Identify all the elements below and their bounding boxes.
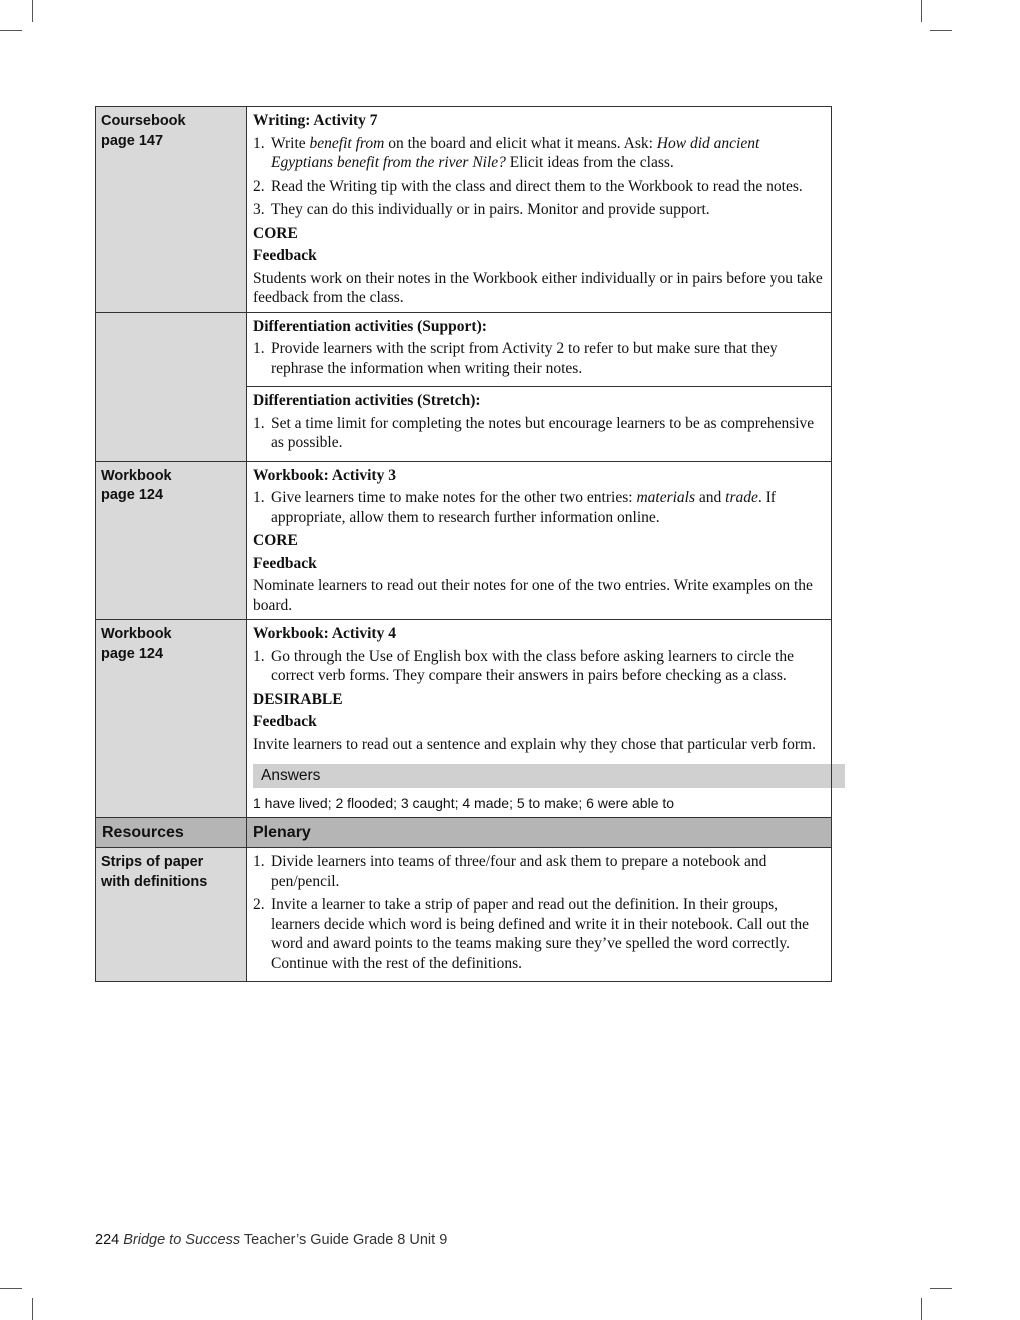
step-text: benefit from <box>309 134 385 152</box>
page-number: 224 <box>95 1232 120 1248</box>
step-text: Set a time limit for completing the notes but encourage learners to be as comprehensive as possible. <box>271 414 815 451</box>
crop-mark <box>921 0 922 22</box>
lesson-row <box>96 107 832 313</box>
crop-mark <box>930 30 952 31</box>
activity-cell <box>247 461 832 620</box>
step-item <box>253 647 825 686</box>
steps-list <box>253 414 825 453</box>
page-footer <box>95 1232 447 1248</box>
crop-mark <box>921 1298 922 1320</box>
step-text: on the board and elicit what it means. Ask: <box>384 134 657 152</box>
step-number: 1. <box>253 134 265 152</box>
resource-label: page 147 <box>101 132 164 149</box>
resource-label: page 124 <box>101 645 164 662</box>
step-item <box>253 852 825 891</box>
resource-label: Workbook <box>101 467 172 484</box>
feedback-text: Invite learners to read out a sentence and explain why they chose that particular verb form. <box>253 735 816 753</box>
resource-cell <box>96 848 247 982</box>
step-number: 3. <box>253 201 265 218</box>
activity-heading: Workbook: Activity 4 <box>253 625 396 642</box>
plenary-header: Plenary <box>247 818 832 848</box>
feedback-label: Feedback <box>253 247 317 264</box>
resource-label: Coursebook <box>101 113 186 129</box>
step-text: and <box>695 489 726 506</box>
step-text: How did ancient Egyptians benefit from the river Nile? <box>271 134 760 171</box>
steps-list <box>253 339 825 378</box>
activity-cell <box>247 620 832 818</box>
steps-list <box>253 647 825 686</box>
step-item <box>253 488 825 527</box>
step-number: 1. <box>253 853 265 870</box>
resource-label: page 124 <box>101 487 164 503</box>
crop-mark <box>0 1288 22 1289</box>
step-number: 2. <box>253 896 265 913</box>
footer-subtitle: Teacher’s Guide Grade 8 Unit 9 <box>240 1232 448 1248</box>
resource-label: with definitions <box>101 873 208 890</box>
step-text: trade <box>725 489 758 506</box>
activity-heading: Differentiation activities (Support): <box>253 317 487 335</box>
step-item <box>253 339 825 378</box>
step-item <box>253 134 825 173</box>
step-number: 1. <box>253 647 265 665</box>
step-item <box>253 177 825 197</box>
step-text: . If appropriate, allow them to research further information online. <box>271 489 776 526</box>
feedback-label: Feedback <box>253 554 317 572</box>
activity-heading: Differentiation activities (Stretch): <box>253 392 481 409</box>
resources-header: Resources <box>96 818 247 848</box>
level-label: DESIRABLE <box>253 690 343 708</box>
lesson-row <box>96 461 832 620</box>
feedback-text: Students work on their notes in the Workbook either individually or in pairs before you take feedback from the class. <box>253 269 823 306</box>
step-number: 1. <box>253 340 265 357</box>
steps-list <box>253 488 825 527</box>
step-text: Provide learners with the script from Activity 2 to refer to but make sure that they rephrase the information when writing their notes. <box>271 340 778 377</box>
step-item <box>253 414 825 453</box>
answers-text: 1 have lived; 2 flooded; 3 caught; 4 made; 5 to make; 6 were able to <box>253 795 675 811</box>
book-title: Bridge to Success <box>123 1232 241 1248</box>
lesson-plan-table <box>95 106 832 982</box>
step-text: Divide learners into teams of three/four and ask them to prepare a notebook and pen/pencil. <box>271 853 767 890</box>
feedback-text: Nominate learners to read out their notes for one of the two entries. Write examples on the board. <box>253 577 813 614</box>
activity-heading: Writing: Activity 7 <box>253 112 378 129</box>
crop-mark <box>32 1298 33 1320</box>
resource-label: Workbook <box>101 626 172 642</box>
resource-cell <box>96 107 247 313</box>
resource-label: Strips of paper <box>101 854 204 870</box>
steps-list <box>253 852 825 973</box>
step-text: materials <box>636 489 695 506</box>
resource-cell <box>96 461 247 620</box>
plenary-cell <box>247 848 832 982</box>
crop-mark <box>930 1288 952 1289</box>
answers-heading: Answers <box>253 764 845 788</box>
level-label: CORE <box>253 224 298 242</box>
activity-cell <box>247 107 832 313</box>
step-text: Elicit ideas from the class. <box>505 154 674 171</box>
step-text: Read the Writing tip with the class and direct them to the Workbook to read the notes. <box>271 177 803 195</box>
lesson-row <box>96 312 832 387</box>
plenary-header-row <box>96 818 832 848</box>
step-text: Go through the Use of English box with the class before asking learners to circle the correct verb forms. They compare their answers in pairs before checking as a class. <box>271 647 794 684</box>
step-number: 1. <box>253 414 265 432</box>
step-number: 2. <box>253 177 265 195</box>
activity-heading: Workbook: Activity 3 <box>253 466 396 484</box>
activity-cell <box>247 387 832 462</box>
lesson-row <box>96 620 832 818</box>
steps-list <box>253 134 825 220</box>
crop-mark <box>32 0 33 22</box>
step-text: Invite a learner to take a strip of paper and read out the definition. In their groups, learners decide which word is being defined and write it in their notebook. Call out the word and award points to the teams making sure they’ve spelled the word correctly. Continue with the rest of the definitions. <box>271 896 810 972</box>
crop-mark <box>0 30 22 31</box>
level-label: CORE <box>253 532 298 549</box>
resource-cell <box>96 620 247 818</box>
feedback-label: Feedback <box>253 713 317 730</box>
step-item <box>253 200 825 220</box>
step-text: Write <box>271 134 310 152</box>
activity-cell <box>247 312 832 387</box>
step-text: They can do this individually or in pairs. Monitor and provide support. <box>271 201 710 218</box>
resource-cell <box>96 312 247 461</box>
step-number: 1. <box>253 489 265 506</box>
step-text: Give learners time to make notes for the other two entries: <box>271 489 637 506</box>
plenary-row <box>96 848 832 982</box>
step-item <box>253 895 825 973</box>
